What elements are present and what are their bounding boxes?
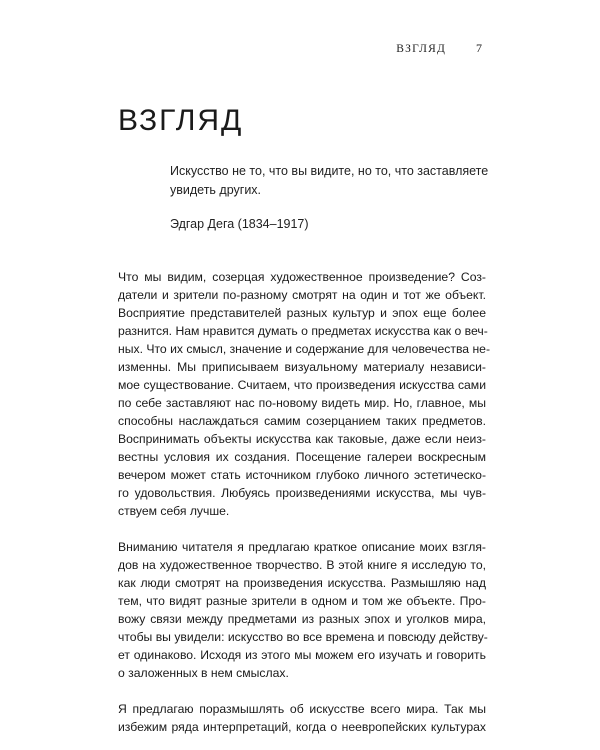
- text-line: ет одинаково. Исходя из этого мы можем его изучать и говорить: [118, 648, 486, 662]
- text-line: мое существование. Считаем, что произведения искусства сами: [118, 378, 486, 392]
- epigraph-line: увидеть других.: [170, 183, 262, 197]
- text-line: вестны условия их создания. Посещение галереи воскресным: [118, 450, 486, 464]
- chapter-title: ВЗГЛЯД: [118, 104, 244, 137]
- running-head: [396, 41, 482, 56]
- epigraph-quote: [170, 162, 490, 200]
- text-line: ных. Что их смысл, значение и содержание для человечества не-: [118, 342, 491, 356]
- paragraph-1: [118, 268, 491, 520]
- text-line: Вниманию читателя я предлагаю краткое описание моих взгля-: [118, 540, 486, 554]
- text-line: тем, что видят разные зрители в одном и том же объекте. Про-: [118, 594, 486, 608]
- text-line: Что мы видим, созерцая художественное произведение? Соз-: [118, 270, 486, 284]
- text-line: как люди смотрят на произведения искусства. Размышляю над: [118, 576, 486, 590]
- text-line: го удовольствия. Любуясь произведениями искусства, мы чув-: [118, 486, 486, 500]
- text-line: разнится. Нам нравится думать о предметах искусства как о веч-: [118, 324, 488, 338]
- text-line: чтобы вы увидели: искусство во все времена и повсюду действу-: [118, 630, 488, 644]
- text-line: Восприятие представителей разных культур и эпох еще более: [118, 306, 486, 320]
- text-line: вожу связи между предметами из разных эпох и уголков мира,: [118, 612, 486, 626]
- body-text: [118, 268, 491, 750]
- text-line: Я предлагаю поразмышлять об искусстве всего мира. Так мы: [118, 702, 486, 716]
- paragraph-2: [118, 538, 486, 682]
- page-number: 7: [476, 41, 482, 55]
- text-line: способны наслаждаться самим созерцанием таких предметов.: [118, 414, 486, 428]
- text-line: вечером может стать источником глубоко личного эстетическо-: [118, 468, 486, 482]
- text-line: Воспринимать объекты искусства как таковые, даже если неиз-: [118, 432, 486, 446]
- epigraph: [170, 162, 490, 234]
- text-line: ствуем себя лучше.: [118, 504, 230, 518]
- text-line: датели и зрители по-разному смотрят на один и тот же объект.: [118, 288, 486, 302]
- epigraph-author: Эдгар Дега (1834–1917): [170, 217, 309, 231]
- text-line: о заложенных в нем смыслах.: [118, 666, 289, 680]
- text-line: избежим ряда интерпретаций, когда о неевропейских культурах: [118, 720, 486, 734]
- text-line: дов на художественное творчество. В этой книге я исследую то,: [118, 558, 486, 572]
- epigraph-line: Искусство не то, что вы видите, но то, что заставляете: [170, 164, 489, 178]
- paragraph-3: [118, 700, 486, 736]
- running-head-title: ВЗГЛЯД: [396, 43, 446, 55]
- text-line: по себе заставляют нас по-новому видеть мир. Но, главное, мы: [118, 396, 486, 410]
- text-line: изменны. Мы приписываем визуальному материалу независи-: [118, 360, 486, 374]
